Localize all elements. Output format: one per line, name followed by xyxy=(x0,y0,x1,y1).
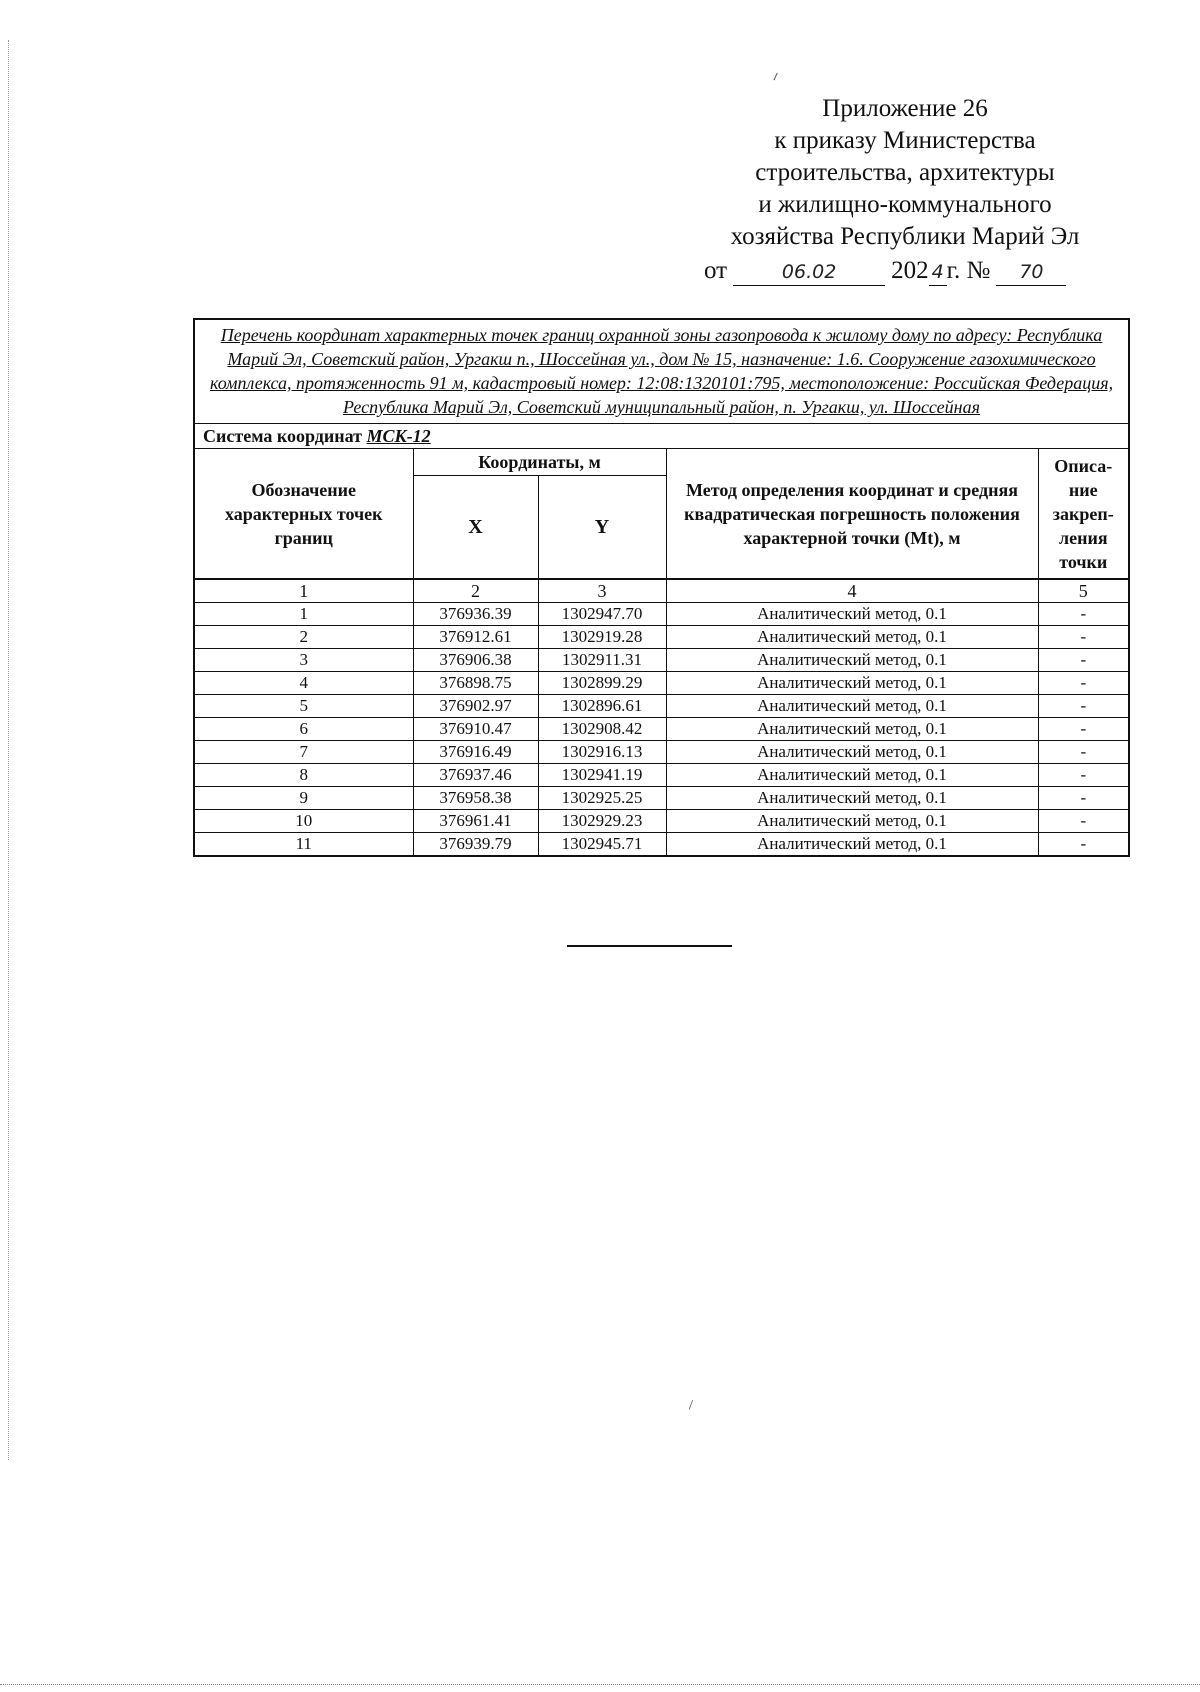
coordinate-system-value: МСК-12 xyxy=(366,426,431,446)
coordinate-x-cell: 376937.46 xyxy=(413,764,538,787)
point-designation-cell: 11 xyxy=(194,833,413,857)
description-cell: - xyxy=(1038,626,1129,649)
method-cell: Аналитический метод, 0.1 xyxy=(666,649,1038,672)
point-designation-cell: 7 xyxy=(194,741,413,764)
coordinate-x-cell: 376906.38 xyxy=(413,649,538,672)
appendix-line: строительства, архитектуры xyxy=(755,159,1055,186)
appendix-line: и жилищно-коммунального xyxy=(758,191,1052,218)
closing-rule xyxy=(567,945,732,947)
point-designation-cell: 9 xyxy=(194,787,413,810)
coordinates-table xyxy=(193,318,1130,857)
coordinate-y-cell: 1302911.31 xyxy=(538,649,666,672)
method-cell: Аналитический метод, 0.1 xyxy=(666,718,1038,741)
order-year-prefix: 202 xyxy=(891,257,929,284)
coordinate-x-cell: 376939.79 xyxy=(413,833,538,857)
column-number: 5 xyxy=(1038,579,1129,603)
column-number: 1 xyxy=(194,579,413,603)
method-cell: Аналитический метод, 0.1 xyxy=(666,626,1038,649)
point-designation-cell: 10 xyxy=(194,810,413,833)
method-cell: Аналитический метод, 0.1 xyxy=(666,672,1038,695)
scan-speck: \ xyxy=(683,1398,697,1413)
coordinate-y-cell: 1302899.29 xyxy=(538,672,666,695)
coordinate-x-cell: 376916.49 xyxy=(413,741,538,764)
scan-speck xyxy=(773,73,779,82)
table-row xyxy=(194,626,1129,649)
coordinate-x-cell: 376902.97 xyxy=(413,695,538,718)
header-coordinates: Координаты, м xyxy=(413,449,666,476)
point-designation-cell: 3 xyxy=(194,649,413,672)
table-row xyxy=(194,741,1129,764)
column-number: 2 xyxy=(413,579,538,603)
order-year-suffix: г. № xyxy=(946,257,991,284)
point-designation-cell: 2 xyxy=(194,626,413,649)
coordinate-y-cell: 1302925.25 xyxy=(538,787,666,810)
method-cell: Аналитический метод, 0.1 xyxy=(666,695,1038,718)
point-designation-cell: 6 xyxy=(194,718,413,741)
column-number: 4 xyxy=(666,579,1038,603)
scan-left-edge xyxy=(8,40,10,1460)
header-point-designation: Обозначение характерных точек границ xyxy=(194,449,413,580)
table-caption: Перечень координат характерных точек границ охранной зоны газопровода к жилому дому по адресу: Республика Марий Эл, Советский район, Ургакш п., Шоссейная ул., дом № 15, назначение: 1.6. Сооружение газохимического комплекса, протяженность 91 м, кадастровый номер: 12:08:1320101:795, местоположение: Российская Федерация, Республика Марий Эл, Советский муниципальный район, п. Ургакш, ул. Шоссейная xyxy=(194,319,1129,424)
description-cell: - xyxy=(1038,787,1129,810)
table-row xyxy=(194,833,1129,857)
table-row xyxy=(194,672,1129,695)
description-cell: - xyxy=(1038,649,1129,672)
coordinate-system-row xyxy=(194,424,1129,449)
table-row xyxy=(194,764,1129,787)
coordinate-y-cell: 1302908.42 xyxy=(538,718,666,741)
description-cell: - xyxy=(1038,695,1129,718)
table-row xyxy=(194,718,1129,741)
description-cell: - xyxy=(1038,741,1129,764)
description-cell: - xyxy=(1038,764,1129,787)
column-number: 3 xyxy=(538,579,666,603)
description-cell: - xyxy=(1038,833,1129,857)
coordinate-y-cell: 1302929.23 xyxy=(538,810,666,833)
method-cell: Аналитический метод, 0.1 xyxy=(666,810,1038,833)
coordinate-y-cell: 1302919.28 xyxy=(538,626,666,649)
description-cell: - xyxy=(1038,810,1129,833)
order-reference xyxy=(680,255,1130,287)
method-cell: Аналитический метод, 0.1 xyxy=(666,764,1038,787)
coordinate-y-cell: 1302947.70 xyxy=(538,603,666,626)
appendix-line: хозяйства Республики Марий Эл xyxy=(730,223,1080,250)
coordinate-y-cell: 1302941.19 xyxy=(538,764,666,787)
point-designation-cell: 5 xyxy=(194,695,413,718)
appendix-line: к приказу Министерства xyxy=(774,127,1036,154)
table-row xyxy=(194,695,1129,718)
coordinate-x-cell: 376898.75 xyxy=(413,672,538,695)
method-cell: Аналитический метод, 0.1 xyxy=(666,787,1038,810)
table-row xyxy=(194,787,1129,810)
method-cell: Аналитический метод, 0.1 xyxy=(666,833,1038,857)
table-row xyxy=(194,810,1129,833)
method-cell: Аналитический метод, 0.1 xyxy=(666,603,1038,626)
table-row xyxy=(194,603,1129,626)
order-year-handwritten: 4 xyxy=(929,259,947,286)
header-x: X xyxy=(413,476,538,580)
appendix-line: Приложение 26 xyxy=(822,95,988,122)
description-cell: - xyxy=(1038,672,1129,695)
header-description: Описа-ние закреп-ления точки xyxy=(1038,449,1129,580)
point-designation-cell: 1 xyxy=(194,603,413,626)
point-designation-cell: 8 xyxy=(194,764,413,787)
coordinate-x-cell: 376910.47 xyxy=(413,718,538,741)
coordinate-system-label: Система координат xyxy=(203,426,362,446)
coordinate-x-cell: 376961.41 xyxy=(413,810,538,833)
order-date-handwritten: 06.02 xyxy=(733,259,885,286)
coordinate-y-cell: 1302945.71 xyxy=(538,833,666,857)
point-designation-cell: 4 xyxy=(194,672,413,695)
appendix-header xyxy=(680,93,1130,287)
description-cell: - xyxy=(1038,718,1129,741)
header-method: Метод определения координат и средняя квадратическая погрешность положения характерной точки (Mt), м xyxy=(666,449,1038,580)
table-row xyxy=(194,649,1129,672)
order-prefix: от xyxy=(704,257,728,284)
header-y: Y xyxy=(538,476,666,580)
coordinate-y-cell: 1302896.61 xyxy=(538,695,666,718)
order-number-handwritten: 70 xyxy=(996,259,1066,286)
method-cell: Аналитический метод, 0.1 xyxy=(666,741,1038,764)
description-cell: - xyxy=(1038,603,1129,626)
coordinate-x-cell: 376936.39 xyxy=(413,603,538,626)
coordinate-x-cell: 376958.38 xyxy=(413,787,538,810)
coordinate-y-cell: 1302916.13 xyxy=(538,741,666,764)
scan-bottom-edge xyxy=(0,1684,1200,1686)
coordinate-x-cell: 376912.61 xyxy=(413,626,538,649)
